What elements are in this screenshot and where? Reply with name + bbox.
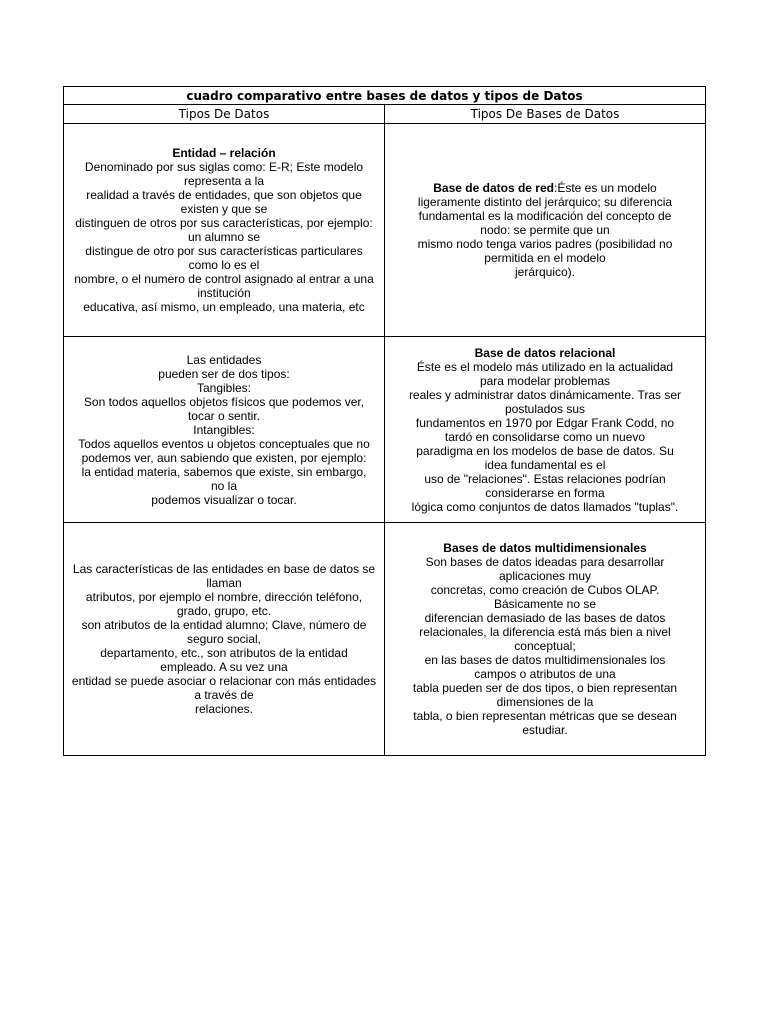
cell-line: departamento, etc., son atributos de la entidad: [100, 646, 348, 660]
cell-line: distingue de otro por sus características particulares: [85, 244, 363, 258]
cell-line: tocar o sentir.: [187, 408, 261, 423]
cell-line: realidad a través de entidades, que son objetos que: [86, 188, 362, 202]
cell-line: postulados sus: [504, 401, 586, 416]
cell-line: institución: [197, 286, 251, 300]
cell-line: tabla, o bien representan métricas que se desean: [413, 709, 677, 723]
cell-line: llaman: [206, 576, 242, 590]
cell-line: podemos visualizar o tocar.: [151, 492, 297, 507]
cell-first-line: [388, 181, 702, 195]
cell-line: un alumno se: [187, 230, 261, 244]
comparison-table: [63, 86, 706, 756]
cell-line: educativa, así mismo, un empleado, una materia, etc: [83, 300, 365, 314]
cell-line: Todos aquellos eventos u objetos conceptuales que no: [78, 436, 370, 451]
table-row: [64, 124, 706, 337]
cell-entidad-relacion: [64, 124, 385, 337]
cell-line: Son bases de datos ideadas para desarrollar: [425, 555, 665, 569]
cell-line: conceptual;: [514, 639, 576, 653]
cell-line: la entidad materia, sabemos que existe, sin embargo,: [81, 464, 367, 479]
cell-bases-de-datos-multidimensionales: [385, 523, 706, 756]
cell-line: son atributos de la entidad alumno; Clave, número de: [81, 618, 367, 632]
cell-line: en las bases de datos multidimensionales los: [424, 653, 666, 667]
cell-line: tabla pueden ser de dos tipos, o bien representan: [412, 681, 678, 695]
cell-line: lógica como conjuntos de datos llamados "tuplas".: [411, 499, 679, 514]
cell-line: a través de: [194, 688, 254, 702]
cell-line: estudiar.: [522, 723, 568, 737]
table-row: [64, 523, 706, 756]
cell-line: existen y que se: [180, 202, 268, 216]
cell-line: reales y administrar datos dinámicamente. Tras ser: [408, 387, 682, 402]
cell-line: para modelar problemas: [479, 373, 611, 388]
cell-base-de-datos-de-red: [385, 124, 706, 337]
title-row: [64, 87, 706, 105]
cell-line: nodo: se permite que un: [480, 223, 610, 237]
header-tipos-de-datos: Tipos De Datos: [64, 105, 385, 124]
cell-line: relaciones.: [194, 702, 254, 716]
cell-line: diferencian demasiado de las bases de datos: [424, 611, 666, 625]
cell-line: dimensiones de la: [496, 695, 594, 709]
cell-line: aplicaciones muy: [498, 569, 592, 583]
cell-line: relacionales, la diferencia está más bien a nivel: [419, 625, 671, 639]
table-row: [64, 337, 706, 523]
cell-line: paradigma en los modelos de base de datos. Su: [416, 443, 674, 458]
header-row: [64, 105, 706, 124]
cell-tipos-de-entidades: [64, 337, 385, 523]
cell-line: Denominado por sus siglas como: E-R; Este modelo: [84, 160, 364, 174]
cell-line: Éste es el modelo más utilizado en la actualidad: [416, 359, 674, 374]
cell-line: como lo es el: [188, 258, 260, 272]
cell-line: Básicamente no se: [493, 597, 597, 611]
cell-line: :Éste es un modelo: [553, 181, 657, 195]
cell-line: no la: [210, 478, 238, 493]
header-tipos-de-bases-de-datos: Tipos De Bases de Datos: [385, 105, 706, 124]
cell-line: mismo nodo tenga varios padres (posibilidad no: [417, 237, 673, 251]
cell-line: atributos, por ejemplo el nombre, dirección teléfono,: [85, 590, 363, 604]
cell-line: ligeramente distinto del jerárquico; su diferencia: [417, 195, 673, 209]
cell-line: concretas, como creación de Cubos OLAP.: [430, 583, 660, 597]
cell-line: empleado. A su vez una: [160, 660, 288, 674]
cell-line: Tangibles:: [196, 380, 252, 395]
cell-heading: Bases de datos multidimensionales: [443, 541, 647, 555]
cell-heading: Entidad – relación: [172, 146, 276, 160]
cell-base-de-datos-relacional: [385, 337, 706, 523]
cell-line: podemos ver, aun sabiendo que existen, por ejemplo:: [81, 450, 367, 465]
cell-line: uso de "relaciones". Estas relaciones podrían: [424, 471, 666, 486]
cell-line: Las entidades: [186, 352, 262, 367]
cell-line: Son todos aquellos objetos físicos que podemos ver,: [83, 394, 365, 409]
cell-line: campos o atributos de una: [474, 667, 616, 681]
cell-line: Intangibles:: [193, 422, 255, 437]
cell-line: distinguen de otros por sus características, por ejemplo:: [75, 216, 373, 230]
cell-heading: Base de datos de red: [433, 181, 554, 195]
cell-line: idea fundamental es el: [484, 457, 606, 472]
cell-atributos: [64, 523, 385, 756]
cell-line: fundamental es la modificación del concepto de: [418, 209, 672, 223]
cell-line: seguro social,: [186, 632, 262, 646]
cell-line: nombre, o el numero de control asignado al entrar a una: [74, 272, 374, 286]
cell-line: permitida en el modelo: [484, 251, 606, 265]
cell-line: representa a la: [183, 174, 265, 188]
cell-line: tardó en consolidarse como un nuevo: [444, 429, 646, 444]
cell-line: entidad se puede asociar o relacionar con más entidades: [71, 674, 377, 688]
cell-heading: Base de datos relacional: [474, 345, 616, 360]
cell-line: considerarse en forma: [485, 485, 605, 500]
cell-line: fundamentos en 1970 por Edgar Frank Codd, no: [415, 415, 675, 430]
cell-line: grado, grupo, etc.: [176, 604, 272, 618]
cell-line: jerárquico).: [514, 265, 576, 279]
cell-line: Las características de las entidades en base de datos se: [72, 562, 376, 576]
cell-line: pueden ser de dos tipos:: [158, 366, 290, 381]
table-title: cuadro comparativo entre bases de datos y tipos de Datos: [64, 87, 706, 105]
